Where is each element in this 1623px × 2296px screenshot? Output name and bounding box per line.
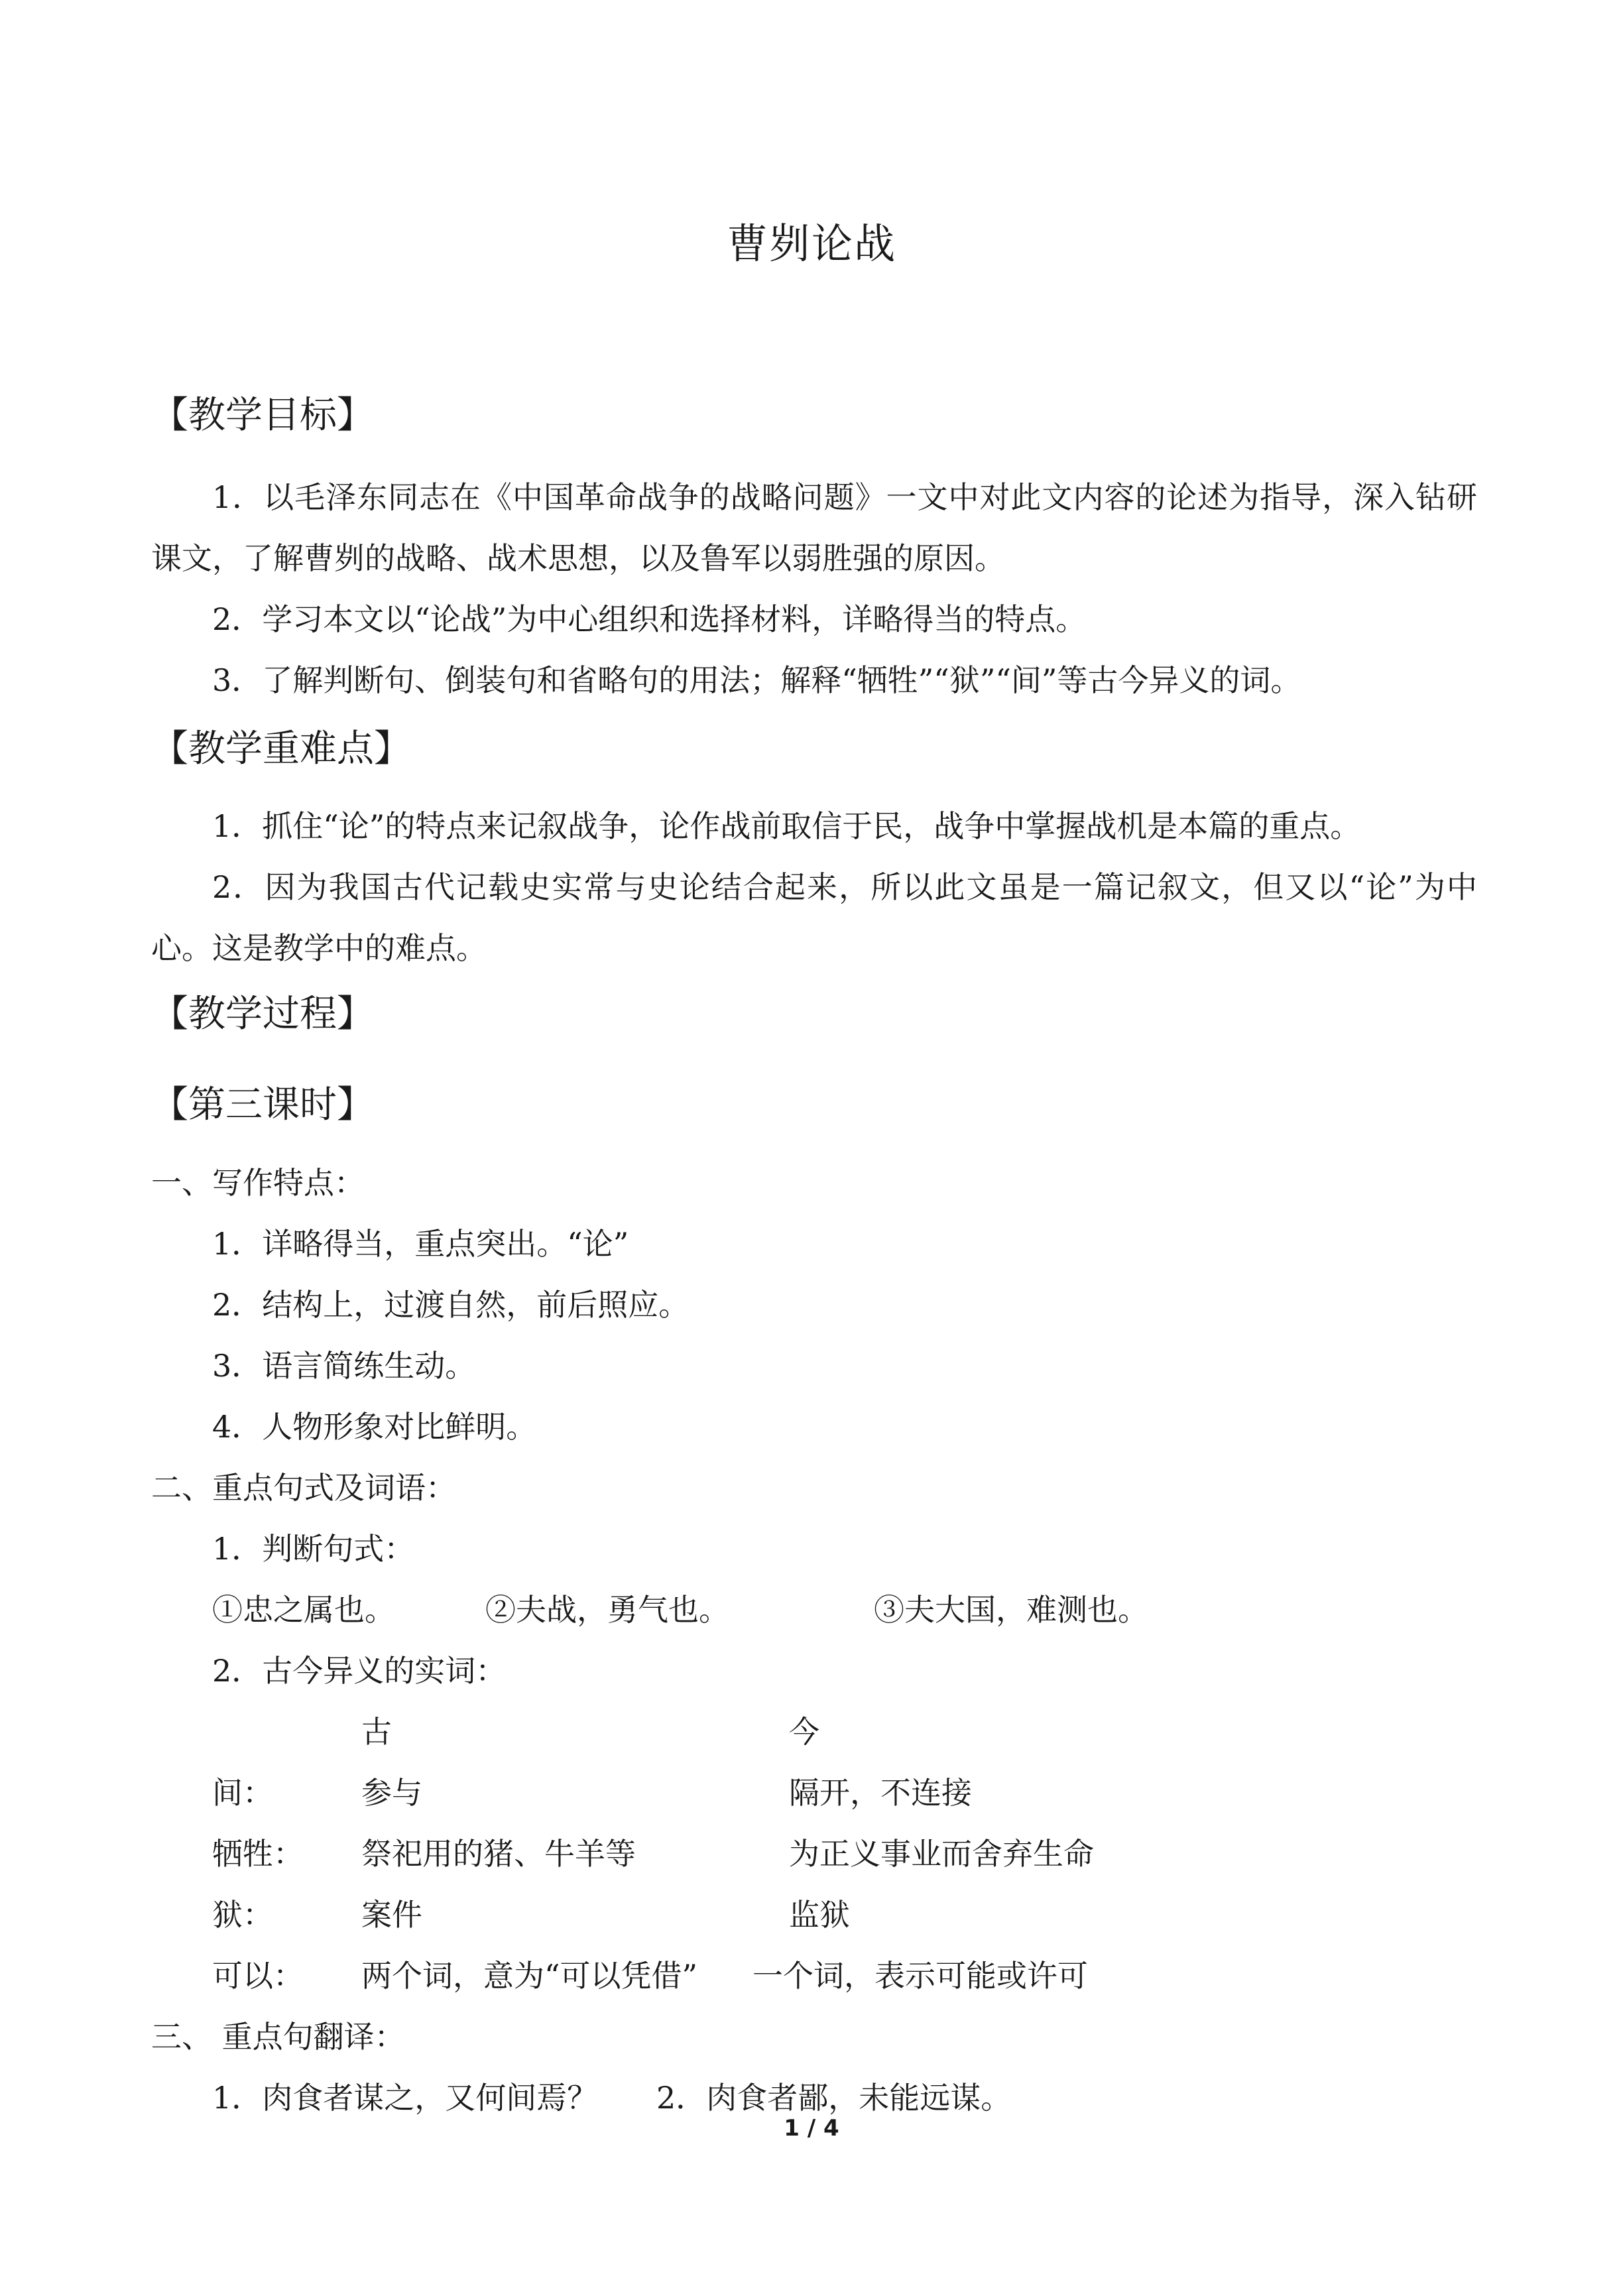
archaic-ancient-2: 祭祀用的猪、牛羊等 [361,1836,636,1872]
writing-item-1: 1．详略得当，重点突出。“论” [212,1226,629,1262]
judgment-heading: 1．判断句式： [212,1531,415,1567]
archaic-modern-3: 监狱 [789,1897,850,1933]
section-heading-lesson3: 【第三课时】 [151,1083,374,1126]
archaic-modern-2: 为正义事业而舍弃生命 [789,1836,1094,1872]
archaic-word-4: 可以： [212,1958,304,1994]
section-heading-key-difficult: 【教学重难点】 [151,727,411,770]
column-ancient-label: 古 [361,1714,392,1750]
page-number: 1 / 4 [784,2115,839,2142]
translation-heading: 三、 重点句翻译： [151,2019,405,2055]
writing-item-2: 2．结构上，过渡自然，前后照应。 [212,1287,690,1323]
objective-paragraph-2: 2．学习本文以“论战”为中心组织和选择材料，详略得当的特点。 [212,601,1087,637]
judgment-example-1: ①忠之属也。 [212,1592,395,1628]
objective-paragraph-3: 3．了解判断句、倒装句和省略句的用法；解释“牺牲”“狱”“间”等古今异义的词。 [212,662,1301,698]
page-title: 曹刿论战 [726,219,896,268]
archaic-modern-1: 隔开，不连接 [789,1775,972,1811]
judgment-example-3: ③夫大国，难测也。 [874,1592,1148,1628]
section-heading-process: 【教学过程】 [151,993,374,1036]
archaic-heading: 2．古今异义的实词： [212,1653,507,1689]
archaic-ancient-3: 案件 [361,1897,422,1933]
judgment-example-2: ②夫战，勇气也。 [485,1592,729,1628]
writing-item-3: 3．语言简练生动。 [212,1348,476,1384]
archaic-ancient-4: 两个词，意为“可以凭借” [361,1958,698,1994]
archaic-modern-4: 一个词，表示可能或许可 [752,1958,1088,1994]
translation-item-2: 2．肉食者鄙，未能远谋。 [656,2080,1012,2116]
sentences-heading: 二、重点句式及词语： [151,1470,456,1506]
translation-item-1: 1．肉食者谋之，又何间焉？ [212,2080,598,2116]
archaic-word-1: 间： [212,1775,273,1811]
archaic-word-3: 狱： [212,1897,273,1933]
column-modern-label: 今 [789,1714,819,1750]
key-difficult-paragraph-1: 1．抓住“论”的特点来记叙战争，论作战前取信于民，战争中掌握战机是本篇的重点。 [212,808,1361,844]
archaic-word-2: 牺牲： [212,1836,304,1872]
writing-item-4: 4．人物形象对比鲜明。 [212,1409,537,1445]
section-heading-objectives: 【教学目标】 [151,394,374,437]
objective-paragraph-1: 1．以毛泽东同志在《中国革命战争的战略问题》一文中对此文内容的论述为指导，深入钻研课文，了解曹刿的战略、战术思想，以及鲁军以弱胜强的原因。 [151,479,1477,576]
writing-heading: 一、写作特点： [151,1165,365,1201]
archaic-ancient-1: 参与 [361,1775,422,1811]
key-difficult-paragraph-2: 2．因为我国古代记载史实常与史论结合起来，所以此文虽是一篇记叙文，但又以“论”为中心。这是教学中的难点。 [151,869,1477,966]
